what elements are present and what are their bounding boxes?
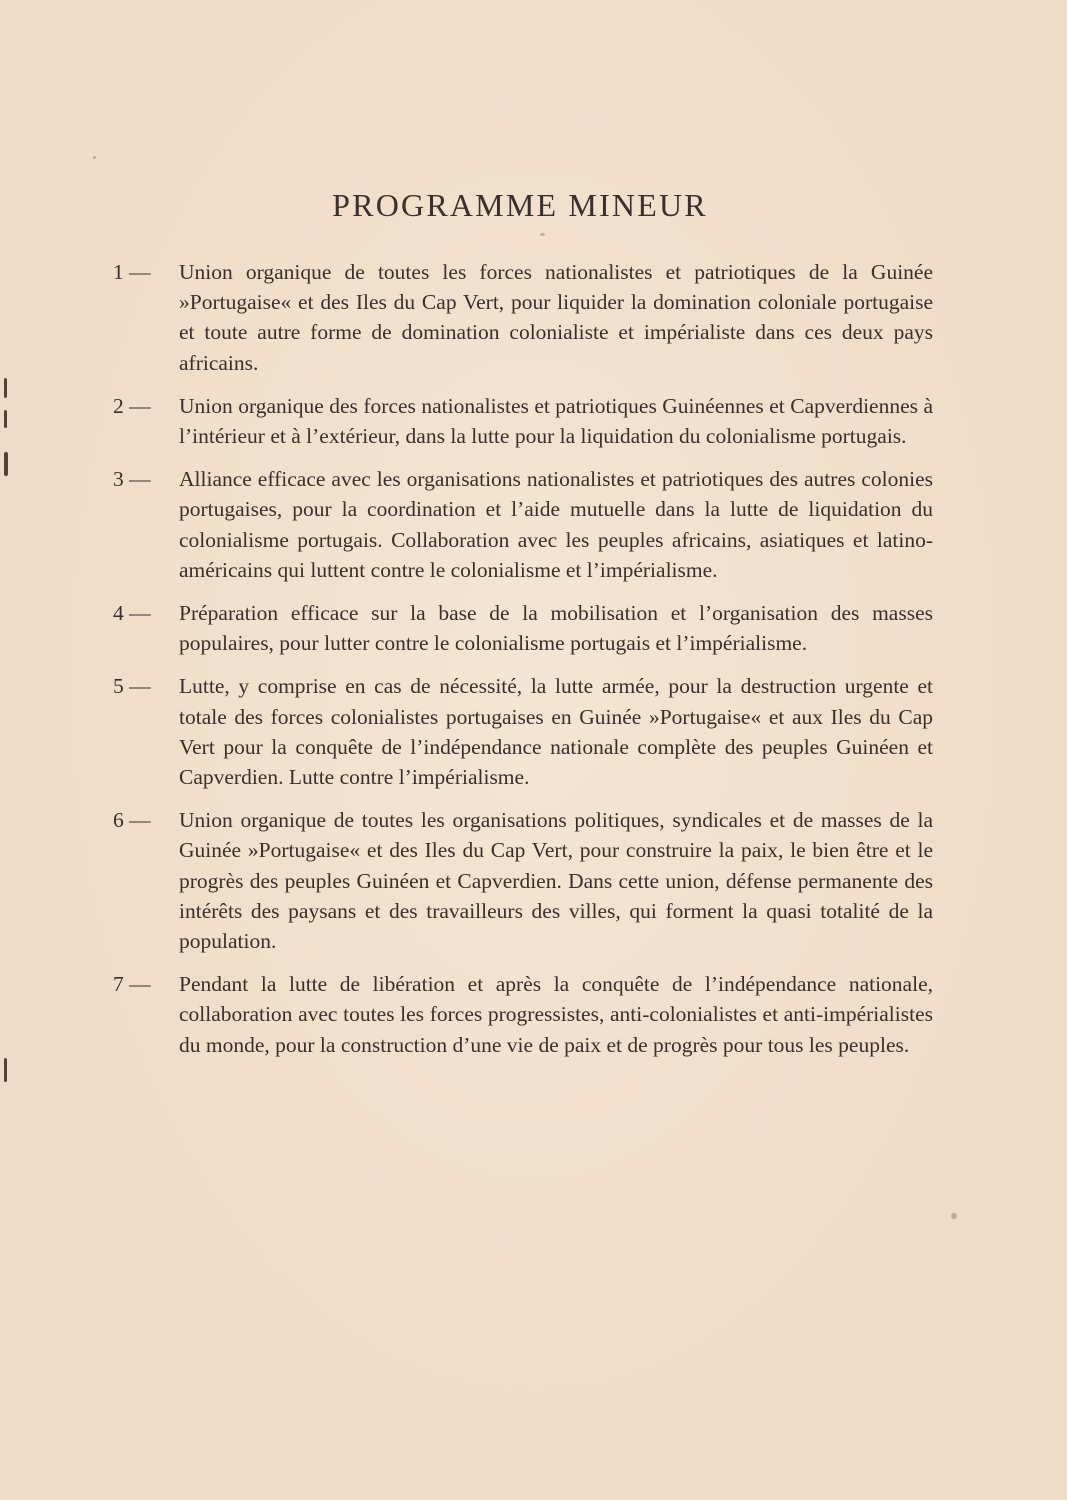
programme-list <box>113 257 933 1073</box>
list-item <box>113 805 933 956</box>
list-item <box>113 598 933 658</box>
item-number: 1 — <box>113 260 151 284</box>
paper-speck <box>951 1213 957 1219</box>
item-text: Union organique de toutes les organisations politiques, syndicales et de masses de la Guinée »Portugaise« et des Iles du Cap Vert, pour construire la paix, le bien être et le progrès des peuples Guinéen et Capverdien. Dans cette union, défense permanente des intérêts des paysans et des travailleurs des villes, qui forment la quasi totalité de la population. <box>179 808 933 954</box>
list-item <box>113 671 933 792</box>
item-text: Union organique de toutes les forces nationalistes et patriotiques de la Guinée »Portugaise« et des Iles du Cap Vert, pour liquider la domination coloniale portugaise et toute autre forme de domination colonialiste et impérialiste dans ces deux pays africains. <box>179 260 933 375</box>
binding-mark <box>4 410 7 428</box>
item-number: 5 — <box>113 674 151 699</box>
item-text: Préparation efficace sur la base de la mobilisation et l’organisation des masses populaires, pour lutter contre le colonialisme portugais et l’impérialisme. <box>179 601 933 656</box>
paper-speck <box>540 233 545 236</box>
list-item <box>113 464 933 585</box>
item-number: 3 — <box>113 467 151 492</box>
item-number: 2 — <box>113 393 151 418</box>
list-item <box>113 391 933 451</box>
item-text: Lutte, y comprise en cas de nécessité, la lutte armée, pour la destruction urgente et totale des forces colonialistes portugaises en Guinée »Portugaise« et aux Iles du Cap Vert pour la conquête de l’indépendance nationale complète des peuples Guinéen et Capverdien. Lutte contre l’impérialisme. <box>179 674 933 790</box>
item-text: Alliance efficace avec les organisations nationalistes et patriotiques des autres colonies portugaises, pour la coordination et l’aide mutuelle dans la lutte de liquidation du colonialisme portugais. Collaboration avec les peuples africains, asiatiques et latino-américains qui luttent contre le colonialisme et l’impérialisme. <box>179 467 933 582</box>
item-text: Union organique des forces nationalistes et patriotiques Guinéennes et Capverdiennes à l’intérieur et à l’extérieur, dans la lutte pour la liquidation du colonialisme portugais. <box>179 393 933 449</box>
binding-mark <box>4 452 8 476</box>
item-number: 6 — <box>113 808 151 833</box>
binding-mark <box>4 378 7 398</box>
paper-speck <box>93 156 96 159</box>
item-number: 4 — <box>113 601 151 626</box>
list-item <box>113 969 933 1060</box>
item-text: Pendant la lutte de libération et après la conquête de l’indépendance nationale, collaboration avec toutes les forces progressistes, anti-colonialistes et anti-impérialistes du monde, pour la construction d’une vie de paix et de progrès pour tous les peuples. <box>179 972 933 1057</box>
item-number: 7 — <box>113 972 151 997</box>
list-item <box>113 257 933 378</box>
page-title: PROGRAMME MINEUR <box>332 187 708 223</box>
binding-mark <box>4 1058 7 1082</box>
